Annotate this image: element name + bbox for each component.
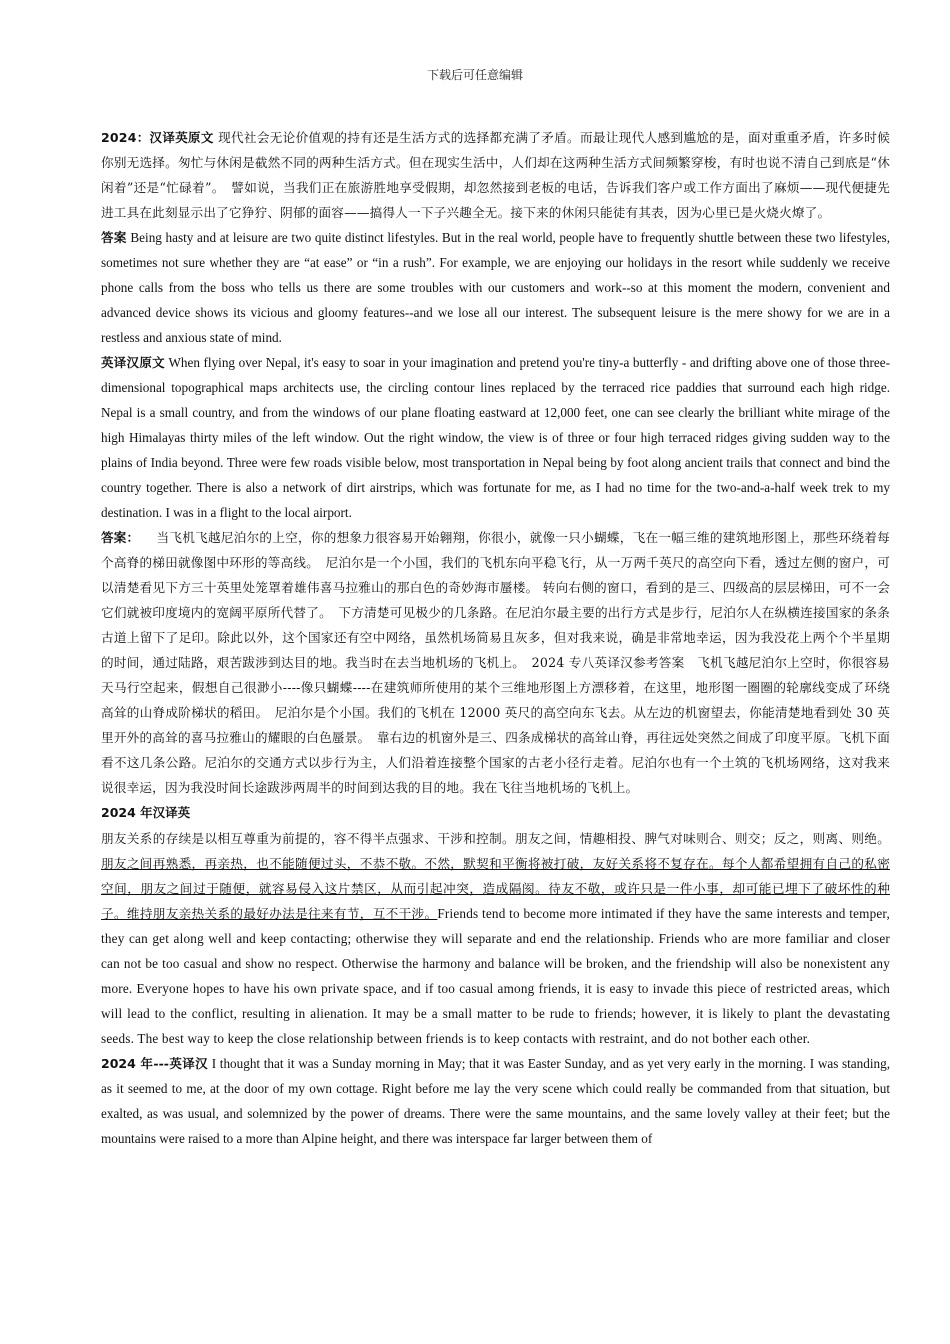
section-label: 英译汉原文 [101,355,165,370]
paragraph-text: I thought that it was a Sunday morning in May; that it was Easter Sunday, and as yet very early in the morning. I was standing, as it seemed to me, at the door of my own cottage. Right before me lay the very scene which could really be commanded from that situation, but exalted, as was usual, and solemnized by the power of dreams. There were the same mountains, and the same lovely valley at their feet; but the mountains were raised to a more than Alpine height, and there was interspace far larger between them of [101,1056,890,1146]
paragraph-translation: Friends tend to become more intimated if they have the same interests and temper, they can get along well and keep contacting; otherwise they will separate and end the relationship. Friends who are more familiar and closer can not be too casual and show no respect. Otherwise the harmony and balance will be broken, and the friendship will also be nonexistent any more. Everyone hopes to have his own private space, and if too casual among friends, it is easy to invade this piece of restricted areas, which will lead to the conflict, resulting in alienation. It may be a small matter to be rude to friends; however, it is likely to plant the devastating seeds. The best way to keep the close relationship between friends is to keep contacts with restraint, and do not bother each other. [101,906,890,1046]
paragraph-friendship [101,826,890,1051]
paragraph-text: 现代社会无论价值观的持有还是生活方式的选择都充满了矛盾。而最让现代人感到尴尬的是，面对重重矛盾，许多时候你别无选择。匆忙与休闲是截然不同的两种生活方式。但在现实生活中，人们却在这两种生活方式间频繁穿梭，有时也说不清自己到底是“休闲着”还是“忙碌着”。 譬如说，当我们正在旅游胜地享受假期，却忽然接到老板的电话，告诉我们客户或工作方面出了麻烦——现代便捷先进工具在此刻显示出了它狰狞、阴郁的面容——搞得人一下子兴趣全无。接下来的休闲只能徒有其表，因为心里已是火烧火燎了。 [101,130,890,220]
document-body [101,125,907,1151]
section-heading [101,800,890,826]
paragraph-answer-english [101,225,890,350]
paragraph-chinese-source [101,125,890,225]
section-label: 2024 年汉译英 [101,805,191,820]
page-header: 下载后可任意编辑 [426,68,523,82]
paragraph-text: 朋友关系的存续是以相互尊重为前提的，容不得半点强求、干涉和控制。朋友之间，情趣相投、脾气对味则合、则交；反之，则离、则绝。 [101,831,890,846]
section-label: 答案： [101,530,140,545]
section-label: 2024 年---英译汉 [101,1056,209,1071]
paragraph-answer-chinese [101,525,890,800]
section-label: 2024：汉译英原文 [101,130,214,145]
paragraph-text: 当飞机飞越尼泊尔的上空，你的想象力很容易开始翱翔，你很小，就像一只小蝴蝶，飞在一幅三维的建筑地形图上，那些环绕着每个高脊的梯田就像图中环形的等高线。 尼泊尔是一个小国，我们的飞机东向平稳飞行，从一万两千英尺的高空向下看，透过左侧的窗户，可以清楚看见下方三十英里处笼罩着雄伟喜马拉雅山的那白色的奇妙海市蜃楼。 转向右侧的窗口，看到的是三、四级高的层层梯田，可不一会它们就被印度境内的宽阔平原所代替了。 下方清楚可见极少的几条路。在尼泊尔最主要的出行方式是步行，尼泊尔人在纵横连接国家的条条古道上留下了足印。除此以外，这个国家还有空中网络，虽然机场简易且灰多，但对我来说，确是非常地幸运，因为我没花上两个个半星期的时间，通过陆路，艰苦跋涉到达目的地。我当时在去当地机场的飞机上。 2024 专八英译汉参考答案 飞机飞越尼泊尔上空时，你很容易天马行空起来，假想自己很渺小----像只蝴蝶----在建筑师所使用的某个三维地形图上方漂移着，在这里，地形图一圈圈的轮廓线变成了环绕高耸的山脊成阶梯状的稻田。 尼泊尔是个小国。我们的飞机在 12000 英尺的高空向东飞去。从左边的机窗望去，你能清楚地看到处 30 英里开外的高耸的喜马拉雅山的耀眼的白色蜃景。 靠右边的机窗外是三、四条成梯状的高耸山脊，再往远处突然之间成了印度平原。飞机下面看不这几条公路。尼泊尔的交通方式以步行为主，人们沿着连接整个国家的古老小径行走着。尼泊尔也有一个土筑的飞机场网络，这对我来说很幸运，因为我没时间长途跋涉两周半的时间到达我的目的地。我在飞往当地机场的飞机上。 [101,530,890,795]
paragraph-text: When flying over Nepal, it's easy to soar in your imagination and pretend you're tiny-a butterfly - and drifting above one of those three-dimensional topographical maps architects use, the circling contour lines replaced by the terraced rice paddies that surround each high ridge. Nepal is a small country, and from the windows of our plane floating eastward at 12,000 feet, one can see clearly the brilliant white mirage of the high Himalayas thirty miles of the left window. Out the right window, the view is of three or four high terraced ridges giving sudden way to the plains of India beyond. Three were few roads visible below, most transportation in Nepal being by foot along ancient trails that connect and bind the country together. There is also a network of dirt airstrips, which was fortunate for me, as I had no time for the two-and-a-half week trek to my destination. I was in a flight to the local airport. [101,355,907,520]
paragraph-english-source [101,350,907,525]
underlined-text: 朋友之间再熟悉，再亲热，也不能随便过头，不恭不敬。不然，默契和平衡将被打破，友好关系将不复存在。每个人都希望拥有自己的私密空间，朋友之间过于随便，就容易侵入这片禁区，从而引起冲突，造成隔阂。待友不敬，或许只是一件小事，却可能已埋下了破坏性的种子。维持朋友亲热关系的最好办法是往来有节，互不干涉。 [101,856,890,921]
paragraph-text: Being hasty and at leisure are two quite distinct lifestyles. But in the real world, people have to frequently shuttle between these two lifestyles, sometimes not sure whether they are “at ease” or “in a rush”. For example, we are enjoying our holidays in the resort while suddenly we receive phone calls from the boss who tells us there are some troubles with our customers and work--so at this moment the modern, convenient and advanced device shows its vicious and gloomy features--and we lose all our interest. The subsequent leisure is the mere showy for we are in a restless and anxious state of mind. [101,230,890,345]
paragraph-english-excerpt [101,1051,890,1151]
section-label: 答案 [101,230,127,245]
